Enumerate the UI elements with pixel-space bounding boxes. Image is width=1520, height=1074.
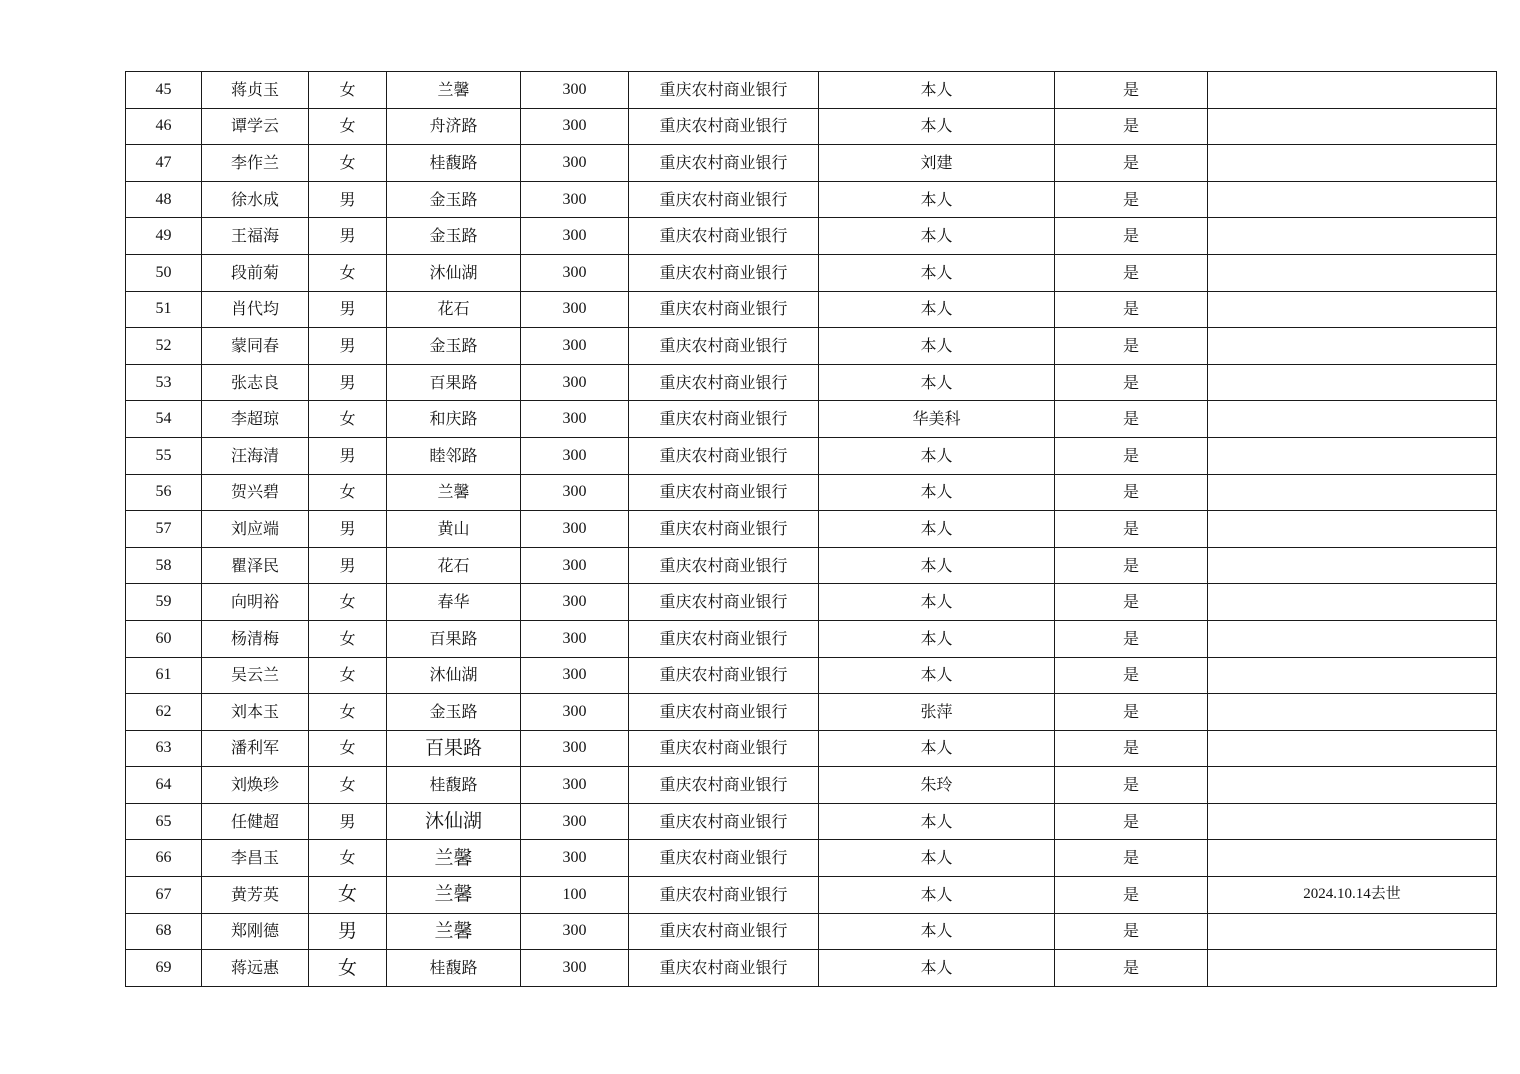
name-cell: 向明裕 [202,584,309,621]
status-cell: 是 [1055,108,1208,145]
table-row [126,620,1497,657]
amount-cell: 300 [521,254,629,291]
name-cell: 刘本玉 [202,694,309,731]
table-row [126,181,1497,218]
status-cell: 是 [1055,437,1208,474]
account-holder-cell: 本人 [819,840,1055,877]
row-number-cell: 64 [126,767,202,804]
row-number-cell: 59 [126,584,202,621]
gender-cell: 男 [309,328,387,365]
account-holder-cell: 本人 [819,547,1055,584]
bank-cell: 重庆农村商业银行 [629,584,819,621]
community-cell: 沐仙湖 [387,803,521,840]
gender-cell: 女 [309,145,387,182]
bank-cell: 重庆农村商业银行 [629,401,819,438]
status-cell: 是 [1055,620,1208,657]
name-cell: 贺兴碧 [202,474,309,511]
row-number-cell: 45 [126,72,202,109]
remark-cell [1208,401,1497,438]
amount-cell: 300 [521,840,629,877]
status-cell: 是 [1055,218,1208,255]
account-holder-cell: 本人 [819,254,1055,291]
bank-cell: 重庆农村商业银行 [629,328,819,365]
gender-cell: 男 [309,291,387,328]
table-row [126,437,1497,474]
bank-cell: 重庆农村商业银行 [629,913,819,950]
row-number-cell: 58 [126,547,202,584]
row-number-cell: 65 [126,803,202,840]
name-cell: 蒙同春 [202,328,309,365]
community-cell: 春华 [387,584,521,621]
community-cell: 金玉路 [387,218,521,255]
row-number-cell: 46 [126,108,202,145]
gender-cell: 女 [309,474,387,511]
status-cell: 是 [1055,72,1208,109]
amount-cell: 300 [521,181,629,218]
remark-cell [1208,328,1497,365]
bank-cell: 重庆农村商业银行 [629,767,819,804]
remark-cell [1208,181,1497,218]
row-number-cell: 49 [126,218,202,255]
gender-cell: 女 [309,877,387,914]
community-cell: 百果路 [387,730,521,767]
status-cell: 是 [1055,254,1208,291]
status-cell: 是 [1055,840,1208,877]
row-number-cell: 66 [126,840,202,877]
remark-cell [1208,364,1497,401]
remark-cell [1208,840,1497,877]
account-holder-cell: 本人 [819,730,1055,767]
table-row [126,254,1497,291]
community-cell: 桂馥路 [387,767,521,804]
table-row [126,511,1497,548]
name-cell: 谭学云 [202,108,309,145]
remark-cell [1208,657,1497,694]
bank-cell: 重庆农村商业银行 [629,254,819,291]
table-row [126,72,1497,109]
table-body [126,72,1497,987]
community-cell: 桂馥路 [387,145,521,182]
row-number-cell: 53 [126,364,202,401]
amount-cell: 300 [521,730,629,767]
bank-cell: 重庆农村商业银行 [629,437,819,474]
remark-cell: 2024.10.14去世 [1208,877,1497,914]
gender-cell: 男 [309,218,387,255]
name-cell: 刘应端 [202,511,309,548]
remark-cell [1208,620,1497,657]
amount-cell: 300 [521,694,629,731]
bank-cell: 重庆农村商业银行 [629,547,819,584]
account-holder-cell: 华美科 [819,401,1055,438]
name-cell: 黄芳英 [202,877,309,914]
name-cell: 郑刚德 [202,913,309,950]
community-cell: 桂馥路 [387,950,521,987]
account-holder-cell: 本人 [819,474,1055,511]
table-row [126,108,1497,145]
amount-cell: 300 [521,474,629,511]
community-cell: 沐仙湖 [387,254,521,291]
table-row [126,474,1497,511]
amount-cell: 300 [521,547,629,584]
amount-cell: 100 [521,877,629,914]
gender-cell: 女 [309,401,387,438]
bank-cell: 重庆农村商业银行 [629,511,819,548]
status-cell: 是 [1055,584,1208,621]
remark-cell [1208,72,1497,109]
remark-cell [1208,254,1497,291]
gender-cell: 女 [309,730,387,767]
gender-cell: 女 [309,694,387,731]
gender-cell: 男 [309,181,387,218]
row-number-cell: 57 [126,511,202,548]
status-cell: 是 [1055,730,1208,767]
gender-cell: 女 [309,72,387,109]
account-holder-cell: 本人 [819,950,1055,987]
table-row [126,291,1497,328]
remark-cell [1208,291,1497,328]
amount-cell: 300 [521,657,629,694]
status-cell: 是 [1055,694,1208,731]
community-cell: 花石 [387,291,521,328]
gender-cell: 男 [309,803,387,840]
gender-cell: 男 [309,913,387,950]
row-number-cell: 51 [126,291,202,328]
row-number-cell: 50 [126,254,202,291]
amount-cell: 300 [521,950,629,987]
name-cell: 张志良 [202,364,309,401]
remark-cell [1208,767,1497,804]
community-cell: 黄山 [387,511,521,548]
gender-cell: 男 [309,547,387,584]
account-holder-cell: 本人 [819,657,1055,694]
gender-cell: 女 [309,254,387,291]
name-cell: 汪海清 [202,437,309,474]
row-number-cell: 60 [126,620,202,657]
remark-cell [1208,437,1497,474]
name-cell: 李作兰 [202,145,309,182]
amount-cell: 300 [521,72,629,109]
community-cell: 睦邻路 [387,437,521,474]
row-number-cell: 55 [126,437,202,474]
table-row [126,657,1497,694]
remark-cell [1208,474,1497,511]
amount-cell: 300 [521,803,629,840]
table-row [126,401,1497,438]
community-cell: 兰馨 [387,474,521,511]
bank-cell: 重庆农村商业银行 [629,145,819,182]
account-holder-cell: 本人 [819,584,1055,621]
name-cell: 任健超 [202,803,309,840]
table-row [126,584,1497,621]
account-holder-cell: 本人 [819,913,1055,950]
remark-cell [1208,584,1497,621]
status-cell: 是 [1055,291,1208,328]
status-cell: 是 [1055,803,1208,840]
amount-cell: 300 [521,291,629,328]
community-cell: 金玉路 [387,181,521,218]
bank-cell: 重庆农村商业银行 [629,803,819,840]
name-cell: 徐水成 [202,181,309,218]
community-cell: 金玉路 [387,694,521,731]
status-cell: 是 [1055,877,1208,914]
bank-cell: 重庆农村商业银行 [629,950,819,987]
name-cell: 刘焕珍 [202,767,309,804]
account-holder-cell: 张萍 [819,694,1055,731]
account-holder-cell: 本人 [819,218,1055,255]
name-cell: 段前菊 [202,254,309,291]
name-cell: 蒋远惠 [202,950,309,987]
community-cell: 和庆路 [387,401,521,438]
community-cell: 兰馨 [387,913,521,950]
amount-cell: 300 [521,328,629,365]
community-cell: 舟济路 [387,108,521,145]
account-holder-cell: 本人 [819,803,1055,840]
community-cell: 花石 [387,547,521,584]
remark-cell [1208,108,1497,145]
name-cell: 潘利军 [202,730,309,767]
account-holder-cell: 朱玲 [819,767,1055,804]
community-cell: 百果路 [387,620,521,657]
row-number-cell: 61 [126,657,202,694]
bank-cell: 重庆农村商业银行 [629,291,819,328]
account-holder-cell: 本人 [819,877,1055,914]
row-number-cell: 68 [126,913,202,950]
name-cell: 瞿泽民 [202,547,309,584]
row-number-cell: 54 [126,401,202,438]
status-cell: 是 [1055,657,1208,694]
bank-cell: 重庆农村商业银行 [629,72,819,109]
gender-cell: 女 [309,657,387,694]
community-cell: 百果路 [387,364,521,401]
bank-cell: 重庆农村商业银行 [629,877,819,914]
status-cell: 是 [1055,181,1208,218]
row-number-cell: 48 [126,181,202,218]
table-row [126,803,1497,840]
remark-cell [1208,694,1497,731]
account-holder-cell: 本人 [819,511,1055,548]
table-row [126,913,1497,950]
bank-cell: 重庆农村商业银行 [629,840,819,877]
community-cell: 兰馨 [387,877,521,914]
name-cell: 蒋贞玉 [202,72,309,109]
amount-cell: 300 [521,108,629,145]
status-cell: 是 [1055,474,1208,511]
table-row [126,547,1497,584]
amount-cell: 300 [521,620,629,657]
remark-cell [1208,913,1497,950]
gender-cell: 女 [309,840,387,877]
gender-cell: 女 [309,767,387,804]
status-cell: 是 [1055,145,1208,182]
status-cell: 是 [1055,767,1208,804]
table-row [126,218,1497,255]
account-holder-cell: 本人 [819,328,1055,365]
table-row [126,145,1497,182]
status-cell: 是 [1055,547,1208,584]
status-cell: 是 [1055,511,1208,548]
status-cell: 是 [1055,913,1208,950]
account-holder-cell: 本人 [819,291,1055,328]
account-holder-cell: 本人 [819,72,1055,109]
bank-cell: 重庆农村商业银行 [629,364,819,401]
name-cell: 杨清梅 [202,620,309,657]
table-row [126,767,1497,804]
account-holder-cell: 本人 [819,108,1055,145]
bank-cell: 重庆农村商业银行 [629,657,819,694]
account-holder-cell: 本人 [819,437,1055,474]
row-number-cell: 62 [126,694,202,731]
status-cell: 是 [1055,950,1208,987]
name-cell: 王福海 [202,218,309,255]
remark-cell [1208,803,1497,840]
table-row [126,730,1497,767]
amount-cell: 300 [521,767,629,804]
row-number-cell: 47 [126,145,202,182]
table-row [126,877,1497,914]
table-row [126,328,1497,365]
amount-cell: 300 [521,913,629,950]
bank-cell: 重庆农村商业银行 [629,474,819,511]
gender-cell: 女 [309,620,387,657]
gender-cell: 女 [309,108,387,145]
row-number-cell: 56 [126,474,202,511]
remark-cell [1208,950,1497,987]
amount-cell: 300 [521,145,629,182]
community-cell: 兰馨 [387,72,521,109]
status-cell: 是 [1055,364,1208,401]
status-cell: 是 [1055,401,1208,438]
table-row [126,950,1497,987]
roster-table [125,71,1497,987]
account-holder-cell: 本人 [819,364,1055,401]
remark-cell [1208,730,1497,767]
amount-cell: 300 [521,511,629,548]
row-number-cell: 63 [126,730,202,767]
amount-cell: 300 [521,437,629,474]
name-cell: 肖代均 [202,291,309,328]
amount-cell: 300 [521,364,629,401]
bank-cell: 重庆农村商业银行 [629,181,819,218]
status-cell: 是 [1055,328,1208,365]
remark-cell [1208,511,1497,548]
gender-cell: 男 [309,511,387,548]
account-holder-cell: 本人 [819,620,1055,657]
community-cell: 沐仙湖 [387,657,521,694]
bank-cell: 重庆农村商业银行 [629,218,819,255]
table-row [126,364,1497,401]
amount-cell: 300 [521,584,629,621]
row-number-cell: 69 [126,950,202,987]
account-holder-cell: 本人 [819,181,1055,218]
row-number-cell: 67 [126,877,202,914]
remark-cell [1208,547,1497,584]
gender-cell: 男 [309,364,387,401]
community-cell: 金玉路 [387,328,521,365]
remark-cell [1208,218,1497,255]
name-cell: 吴云兰 [202,657,309,694]
bank-cell: 重庆农村商业银行 [629,694,819,731]
row-number-cell: 52 [126,328,202,365]
name-cell: 李超琼 [202,401,309,438]
amount-cell: 300 [521,401,629,438]
gender-cell: 女 [309,950,387,987]
bank-cell: 重庆农村商业银行 [629,620,819,657]
amount-cell: 300 [521,218,629,255]
bank-cell: 重庆农村商业银行 [629,108,819,145]
account-holder-cell: 刘建 [819,145,1055,182]
community-cell: 兰馨 [387,840,521,877]
remark-cell [1208,145,1497,182]
name-cell: 李昌玉 [202,840,309,877]
table-row [126,694,1497,731]
gender-cell: 男 [309,437,387,474]
table-row [126,840,1497,877]
bank-cell: 重庆农村商业银行 [629,730,819,767]
gender-cell: 女 [309,584,387,621]
